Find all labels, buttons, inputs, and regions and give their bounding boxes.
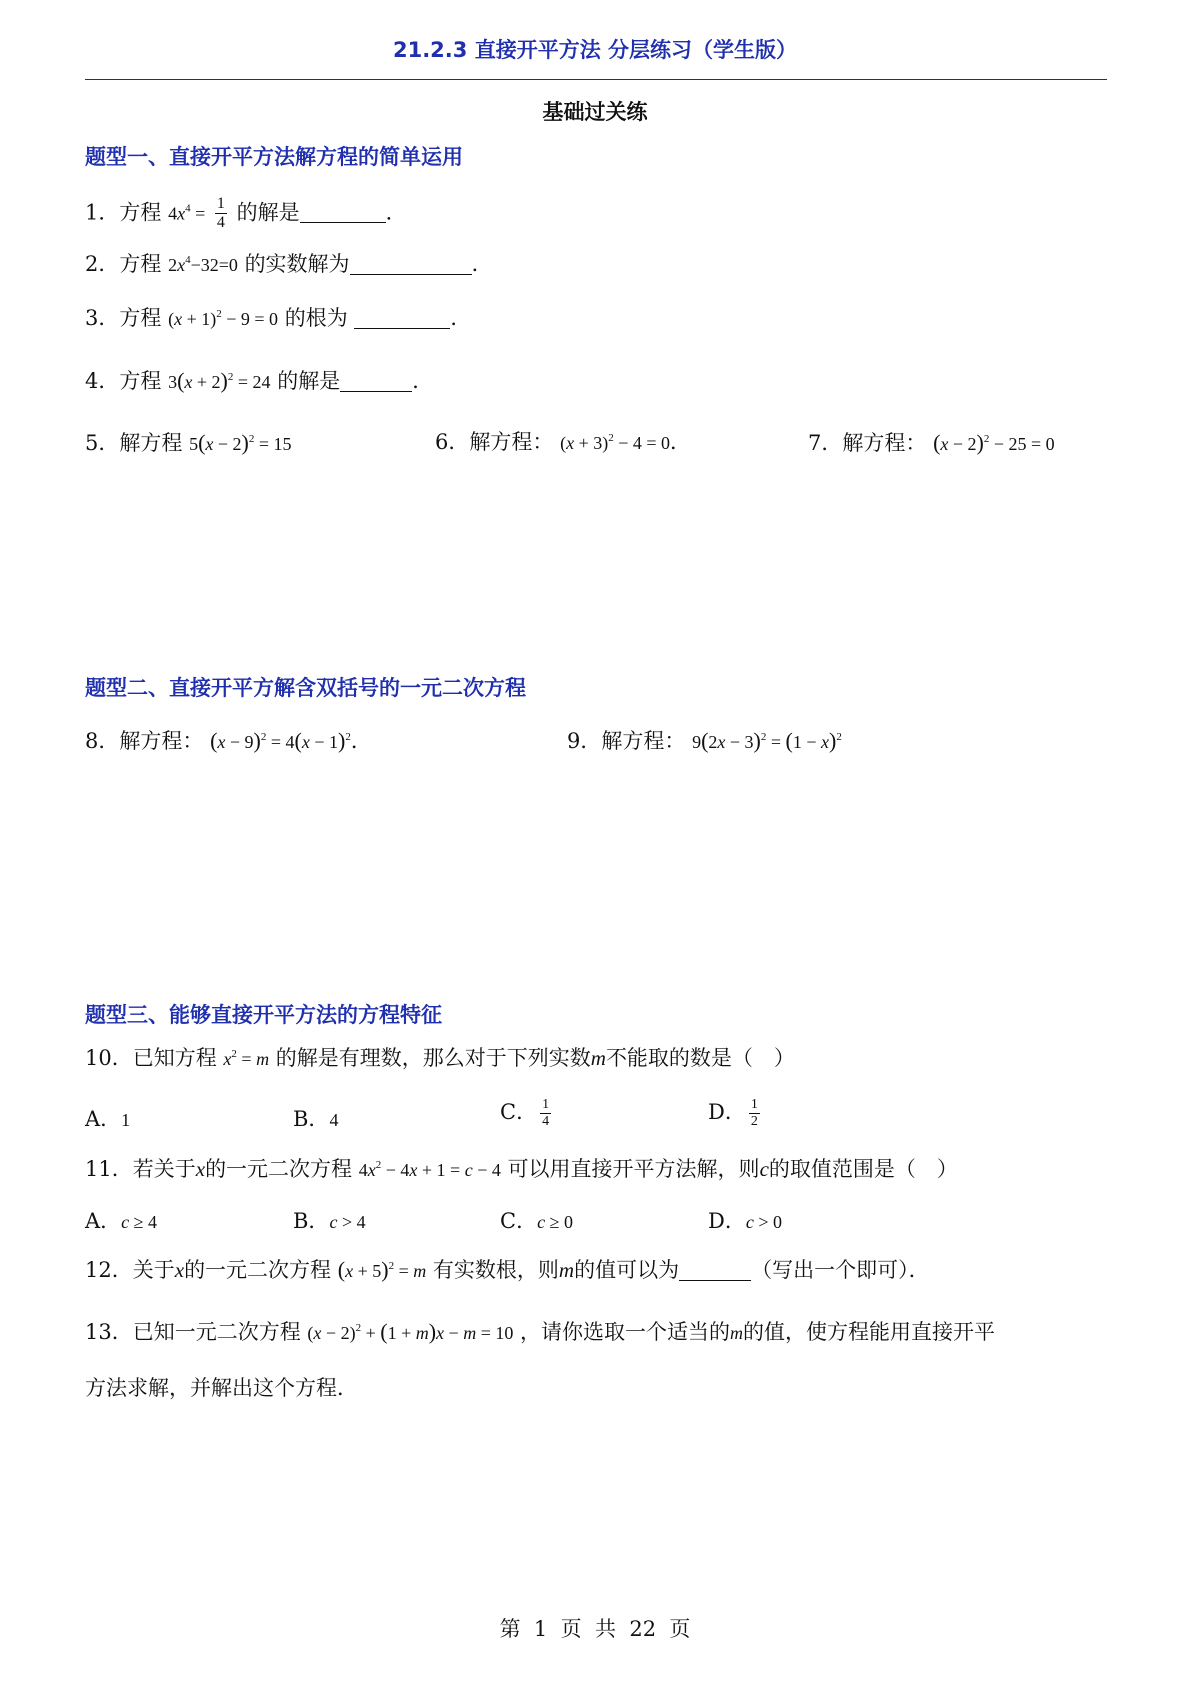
option-b[interactable]: B．c > 4: [293, 1209, 366, 1233]
question-13: 13．已知一元二次方程 $(x - 2)^2 + (1 + m)x - m = 10$ ，请你选取一个适当的m的值，使方程能用直接开平: [85, 1319, 996, 1344]
question-9: 9．解方程： $9(2x - 3)^2 = (1 - x)^2$: [567, 728, 842, 753]
answer-blank[interactable]: [340, 371, 412, 392]
section-title: 基础过关练: [542, 100, 648, 124]
question-11: 11．若关于x的一元二次方程 $4x^2 - 4x + 1 = c - 4$ 可以用直接开平方法解，则c的取值范围是（ ）: [85, 1157, 958, 1181]
question-7: 7．解方程： $(x - 2)^2 - 25 = 0$: [808, 430, 1055, 455]
question-2: 2．方程 $2x^4-32=0$ 的实数解为 ．: [85, 252, 493, 276]
option-c[interactable]: C． $\frac{1}{4}$: [500, 1096, 550, 1129]
question-1: 1．方程 $4x^4$ = $\frac{1}{4}$ 的解是 ．: [85, 195, 407, 232]
fraction: $\frac{1}{4}$: [216, 195, 225, 232]
document-title: 21.2.3 直接开平方法 分层练习（学生版）: [392, 38, 798, 62]
question-5: 5．解方程 $5(x - 2)^2 = 15$: [85, 430, 292, 455]
answer-blank[interactable]: [679, 1260, 751, 1281]
question-3: 3．方程 $(x + 1)^2 - 9 = 0$ 的根为 ．: [85, 306, 472, 330]
option-a[interactable]: A．c ≥ 4: [85, 1209, 158, 1233]
option-b[interactable]: B．4: [293, 1107, 339, 1131]
type-two-heading: 题型二、直接开平方解含双括号的一元二次方程: [85, 676, 526, 700]
option-c[interactable]: C．c ≥ 0: [500, 1209, 573, 1233]
header-divider: [85, 79, 1107, 80]
option-d[interactable]: D．c > 0: [708, 1209, 782, 1233]
question-8: 8．解方程： $(x - 9)^2 = 4(x - 1)^2$．: [85, 728, 372, 753]
answer-blank[interactable]: [354, 308, 450, 329]
question-4: 4．方程 $3(x + 2)^2 = 24$ 的解是 ．: [85, 368, 434, 393]
question-12: 12．关于x的一元二次方程 $(x + 5)^2 = m$ 有实数根，则m的值可以为 （写出一个即可）．: [85, 1257, 930, 1282]
question-13-line-2: 方法求解，并解出这个方程．: [85, 1376, 358, 1400]
type-three-heading: 题型三、能够直接开平方法的方程特征: [85, 1003, 442, 1027]
page-footer: 第 1 页 共 22 页: [499, 1617, 691, 1641]
answer-blank[interactable]: [350, 254, 472, 275]
question-10: 10．已知方程 $x^2 = m$ 的解是有理数，那么对于下列实数m不能取的数是（ ）: [85, 1046, 795, 1070]
type-one-heading: 题型一、直接开平方法解方程的简单运用: [85, 145, 463, 169]
option-a[interactable]: A．1: [85, 1107, 131, 1131]
question-6: 6．解方程： $(x + 3)^2 - 4 = 0$．: [435, 430, 692, 454]
answer-blank[interactable]: [300, 202, 386, 223]
option-d[interactable]: D． $\frac{1}{2}$: [708, 1096, 758, 1129]
